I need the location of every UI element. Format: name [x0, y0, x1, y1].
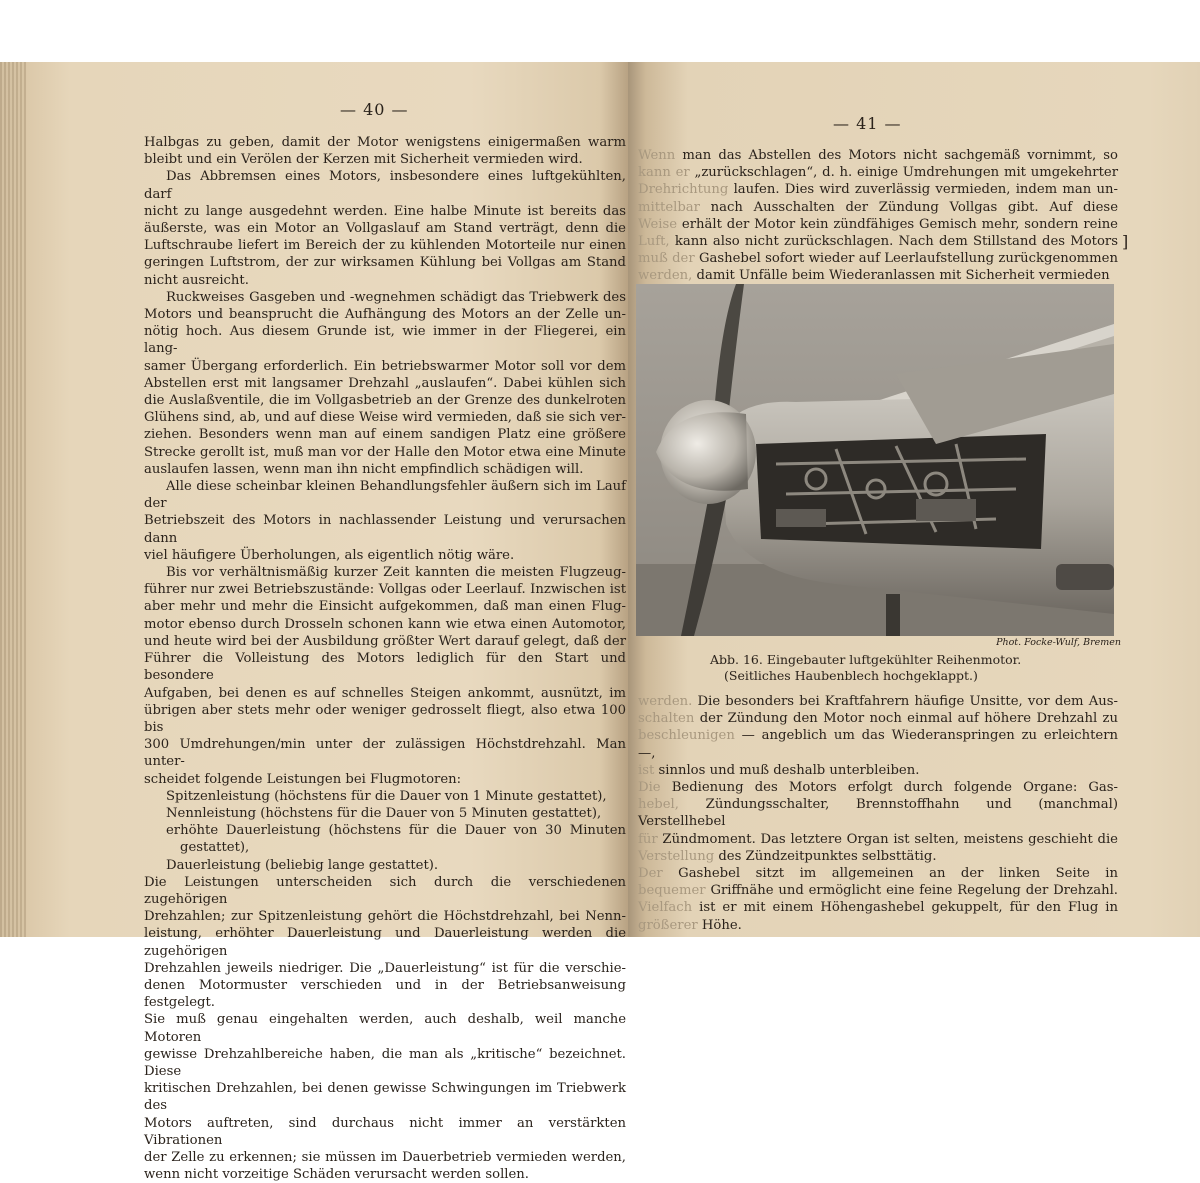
line-text: aber mehr und mehr die Einsicht aufgekommen, daß man einen Flug- — [144, 599, 626, 615]
line-text: der Zündung den Motor noch einmal auf höhere Drehzahl zu — [694, 711, 1118, 727]
line-text: damit Unfälle beim Wiederanlassen mit Sicherheit vermieden — [692, 268, 1110, 284]
line-text: Abstellen erst mit langsamer Drehzahl „auslaufen“. Dabei kühlen sich — [144, 375, 626, 391]
line-text: Zündmoment. Das letztere Organ ist selten, meistens geschieht die — [657, 831, 1118, 847]
line-text: samer Übergang erforderlich. Ein betriebswarmer Motor soll vor dem — [144, 358, 626, 374]
text-line — [638, 917, 1118, 934]
text-line — [144, 857, 626, 874]
text-line — [144, 151, 626, 168]
faded-text: Luft, — [638, 234, 670, 250]
text-line — [144, 960, 626, 977]
left-page-body — [144, 134, 626, 1183]
line-text: motor ebenso durch Drosseln schonen kann wie etwa einen Automotor, — [144, 616, 626, 632]
line-text: nicht ausreicht. — [144, 272, 249, 288]
text-line — [144, 1046, 626, 1080]
text-line — [144, 203, 626, 220]
line-text: Drehzahlen; zur Spitzenleistung gehört die Höchstdrehzahl, bei Nenn- — [144, 909, 626, 925]
right-page-body-top — [638, 147, 1118, 285]
text-line — [638, 250, 1118, 267]
text-line — [144, 375, 626, 392]
line-text: Halbgas zu geben, damit der Motor wenigstens einigermaßen warm — [144, 135, 626, 150]
text-line — [638, 181, 1118, 198]
text-line — [144, 822, 626, 839]
photo-credit: Phot. Focke-Wulf, Bremen — [996, 637, 1121, 648]
text-line — [638, 779, 1118, 796]
text-line — [638, 796, 1118, 830]
line-text: Motors und beansprucht die Aufhängung des Motors an der Zelle un- — [144, 307, 626, 323]
text-line — [638, 899, 1118, 916]
line-text: des Zündzeitpunktes selbsttätig. — [714, 848, 937, 864]
text-line — [144, 323, 626, 357]
line-text: Luftschraube liefert im Bereich der zu kühlenden Motorteile nur einen — [144, 238, 626, 254]
line-text: ziehen. Besonders wenn man auf einem sandigen Platz eine größere — [144, 427, 626, 443]
text-line — [638, 710, 1118, 727]
text-line — [144, 925, 626, 959]
line-text: Bis vor verhältnismäßig kurzer Zeit kannten die meisten Flugzeug- — [166, 565, 626, 581]
text-line — [144, 306, 626, 323]
text-line — [144, 254, 626, 271]
line-text: Gashebel sofort wieder auf Leerlaufstellung zurückgenommen — [694, 251, 1118, 267]
line-text: Die besonders bei Kraftfahrern häufige Unsitte, vor dem Aus- — [692, 694, 1118, 709]
text-line — [144, 134, 626, 151]
line-text: Alle diese scheinbar kleinen Behandlungsfehler äußern sich im Lauf der — [144, 479, 626, 512]
text-line — [144, 598, 626, 615]
line-text: Spitzenleistung (höchstens für die Dauer von 1 Minute gestattet), — [166, 788, 607, 804]
faded-text: Vielfach — [638, 900, 693, 916]
text-line — [144, 237, 626, 254]
text-line — [144, 788, 626, 805]
line-text: Ruckweises Gasgeben und -wegnehmen schädigt das Triebwerk des — [166, 289, 626, 305]
line-text: übrigen aber stets mehr oder weniger gedrosselt fliegt, also etwa 100 bis — [144, 702, 626, 735]
text-line — [638, 848, 1118, 865]
line-text: Dauerleistung (beliebig lange gestattet). — [166, 857, 439, 873]
line-text: auslaufen lassen, wenn man ihn nicht empfindlich schädigen will. — [144, 461, 584, 477]
faded-text: werden, — [638, 268, 693, 284]
text-line — [638, 199, 1118, 216]
faded-text: größerer — [638, 917, 698, 933]
line-text: geringen Luftstrom, der zur wirksamen Kühlung bei Vollgas am Stand — [144, 255, 626, 271]
line-text: Griffnähe und ermöglicht eine feine Regelung der Drehzahl. — [705, 883, 1118, 899]
aircraft-engine-photo — [636, 284, 1114, 636]
text-line — [638, 693, 1118, 710]
right-page — [628, 62, 1200, 937]
line-text: Führer die Volleistung des Motors lediglich für den Start und besondere — [144, 651, 626, 684]
page-edge-stack — [0, 62, 26, 937]
text-line — [144, 650, 626, 684]
line-text: denen Motormuster verschieden und in der Betriebsanweisung festgelegt. — [144, 977, 626, 1011]
line-text: Strecke gerollt ist, muß man vor der Halle den Motor etwa eine Minute — [144, 444, 626, 460]
left-page — [0, 62, 628, 1183]
text-line — [144, 685, 626, 702]
line-text: Glühens sind, ab, und auf diese Weise wird vermieden, daß sie sich ver- — [144, 410, 626, 426]
line-text: Sie muß genau eingehalten werden, auch deshalb, weil manche Motoren — [144, 1012, 626, 1045]
caption-line-2: (Seitliches Haubenblech hochgeklappt.) — [724, 668, 978, 683]
line-text: viel häufigere Überholungen, als eigentlich nötig wäre. — [144, 547, 515, 563]
faded-text: Der — [638, 866, 663, 882]
line-text: nach Ausschalten der Zündung Vollgas gibt. Auf diese — [699, 199, 1118, 215]
line-text: kritischen Drehzahlen, bei denen gewisse Schwingungen im Triebwerk des — [144, 1081, 626, 1114]
text-line — [144, 581, 626, 598]
open-book — [0, 62, 1200, 1183]
faded-text: Wenn — [638, 148, 676, 163]
text-line — [638, 164, 1118, 181]
text-line — [144, 1149, 626, 1166]
text-line — [144, 1115, 626, 1149]
line-text: Drehzahlen jeweils niedriger. Die „Dauerleistung“ ist für die verschie- — [144, 960, 626, 976]
text-line — [144, 547, 626, 564]
text-line — [638, 267, 1118, 284]
faded-text: hebel, — [638, 797, 679, 813]
line-text: erhöhte Dauerleistung (höchstens für die Dauer von 30 Minuten — [166, 823, 626, 839]
faded-text: Die — [638, 780, 661, 796]
caption-line-1: Abb. 16. Eingebauter luftgekühlter Reihenmotor. — [710, 652, 1022, 667]
line-text: Aufgaben, bei denen es auf schnelles Steigen ankommt, ausnützt, im — [144, 685, 626, 701]
line-text: Zündungsschalter, Brennstoffhahn und (manchmal) Verstellhebel — [638, 797, 1118, 830]
text-line — [638, 216, 1118, 233]
faded-text: kann er — [638, 165, 690, 181]
faded-text: werden. — [638, 694, 693, 709]
text-line — [638, 831, 1118, 848]
page-number-left: — 40 — — [340, 100, 409, 119]
line-text: die Auslaßventile, die im Vollgasbetrieb an der Grenze des dunkelroten — [144, 393, 626, 409]
text-line — [144, 168, 626, 202]
line-text: Nennleistung (höchstens für die Dauer von 5 Minuten gestattet), — [166, 805, 602, 821]
page-number-right: — 41 — — [833, 114, 902, 133]
faded-text: beschleunigen — [638, 728, 735, 744]
text-line — [144, 564, 626, 581]
faded-text: muß der — [638, 251, 695, 267]
text-line — [144, 805, 626, 822]
text-line — [144, 272, 626, 289]
text-line — [144, 771, 626, 788]
text-line — [638, 882, 1118, 899]
line-text: Betriebszeit des Motors in nachlassender Leistung und verursachen dann — [144, 513, 626, 546]
text-line — [144, 702, 626, 736]
faded-text: bequemer — [638, 883, 706, 899]
figure-caption — [710, 652, 1110, 684]
text-line — [638, 865, 1118, 882]
faded-text: Weise — [638, 216, 678, 232]
line-text: wenn nicht vorzeitige Schäden verursacht werden sollen. — [144, 1167, 529, 1183]
line-text: gewisse Drehzahlbereiche haben, die man als „kritische“ bezeichnet. Diese — [144, 1046, 626, 1079]
text-line — [144, 289, 626, 306]
line-text: man das Abstellen des Motors nicht sachgemäß vornimmt, so — [675, 148, 1118, 163]
line-text: äußerste, was ein Motor an Vollgaslauf am Stand verträgt, denn die — [144, 221, 626, 237]
line-text: gestattet), — [180, 840, 250, 856]
text-line — [144, 392, 626, 409]
line-text: Gashebel sitzt im allgemeinen an der linken Seite in — [662, 866, 1118, 882]
faded-text: schalten — [638, 711, 695, 727]
line-text: erhält der Motor kein zündfähiges Gemisch mehr, sondern reine — [677, 216, 1118, 232]
text-line — [144, 908, 626, 925]
text-line — [144, 1080, 626, 1114]
text-line — [144, 426, 626, 443]
line-text: laufen. Dies wird zuverlässig vermieden, indem man un- — [728, 182, 1118, 198]
text-line — [144, 1166, 626, 1183]
right-page-body-bottom — [638, 693, 1118, 934]
line-text: ist er mit einem Höhengashebel gekuppelt, für den Flug in — [692, 900, 1118, 916]
faded-text: mittelbar — [638, 199, 700, 215]
line-text: und heute wird bei der Ausbildung größter Wert darauf gelegt, daß der — [144, 633, 626, 649]
line-text: — angeblich um das Wiederanspringen zu erleichtern —, — [638, 728, 1118, 761]
text-line — [144, 874, 626, 908]
line-text: Höhe. — [697, 917, 742, 933]
text-line — [144, 358, 626, 375]
text-line — [144, 633, 626, 650]
faded-text: ist — [638, 762, 655, 778]
text-line — [638, 727, 1118, 761]
line-text: sinnlos und muß deshalb unterbleiben. — [654, 762, 920, 778]
line-text: nicht zu lange ausgedehnt werden. Eine halbe Minute ist bereits das — [144, 203, 626, 219]
text-line — [638, 233, 1118, 250]
line-text: bleibt und ein Verölen der Kerzen mit Sicherheit vermieden wird. — [144, 152, 583, 168]
text-line — [638, 762, 1118, 779]
margin-bracket: ] — [1122, 232, 1129, 251]
line-text: 300 Umdrehungen/min unter der zulässigen Höchstdrehzahl. Man unter- — [144, 737, 626, 770]
text-line — [144, 839, 626, 856]
line-text: leistung, erhöhter Dauerleistung und Dauerleistung werden die zugehörigen — [144, 926, 626, 959]
line-text: „zurückschlagen“, d. h. einige Umdrehungen mit umgekehrter — [689, 165, 1118, 181]
faded-text: für — [638, 831, 658, 847]
faded-text: Verstellung — [638, 848, 715, 864]
line-text: Bedienung des Motors erfolgt durch folgende Organe: Gas- — [660, 780, 1118, 796]
text-line — [144, 444, 626, 461]
text-line — [144, 736, 626, 770]
text-line — [144, 220, 626, 237]
text-line — [638, 147, 1118, 164]
line-text: Die Leistungen unterscheiden sich durch die verschiedenen zugehörigen — [144, 874, 626, 907]
text-line — [144, 512, 626, 546]
text-line — [144, 616, 626, 633]
text-line — [144, 977, 626, 1011]
line-text: führer nur zwei Betriebszustände: Vollgas oder Leerlauf. Inzwischen ist — [144, 582, 626, 598]
line-text: nötig hoch. Aus diesem Grunde ist, wie immer in der Fliegerei, ein lang- — [144, 324, 626, 357]
text-line — [144, 461, 626, 478]
line-text: scheidet folgende Leistungen bei Flugmotoren: — [144, 771, 462, 787]
line-text: Motors auftreten, sind durchaus nicht immer an verstärkten Vibrationen — [144, 1115, 626, 1148]
line-text: kann also nicht zurückschlagen. Nach dem Stillstand des Motors — [669, 234, 1118, 250]
faded-text: Drehrichtung — [638, 182, 729, 198]
text-line — [144, 1011, 626, 1045]
text-line — [144, 478, 626, 512]
line-text: Das Abbremsen eines Motors, insbesondere eines luftgekühlten, darf — [144, 169, 626, 202]
text-line — [144, 409, 626, 426]
line-text: der Zelle zu erkennen; sie müssen im Dauerbetrieb vermieden werden, — [144, 1149, 626, 1165]
